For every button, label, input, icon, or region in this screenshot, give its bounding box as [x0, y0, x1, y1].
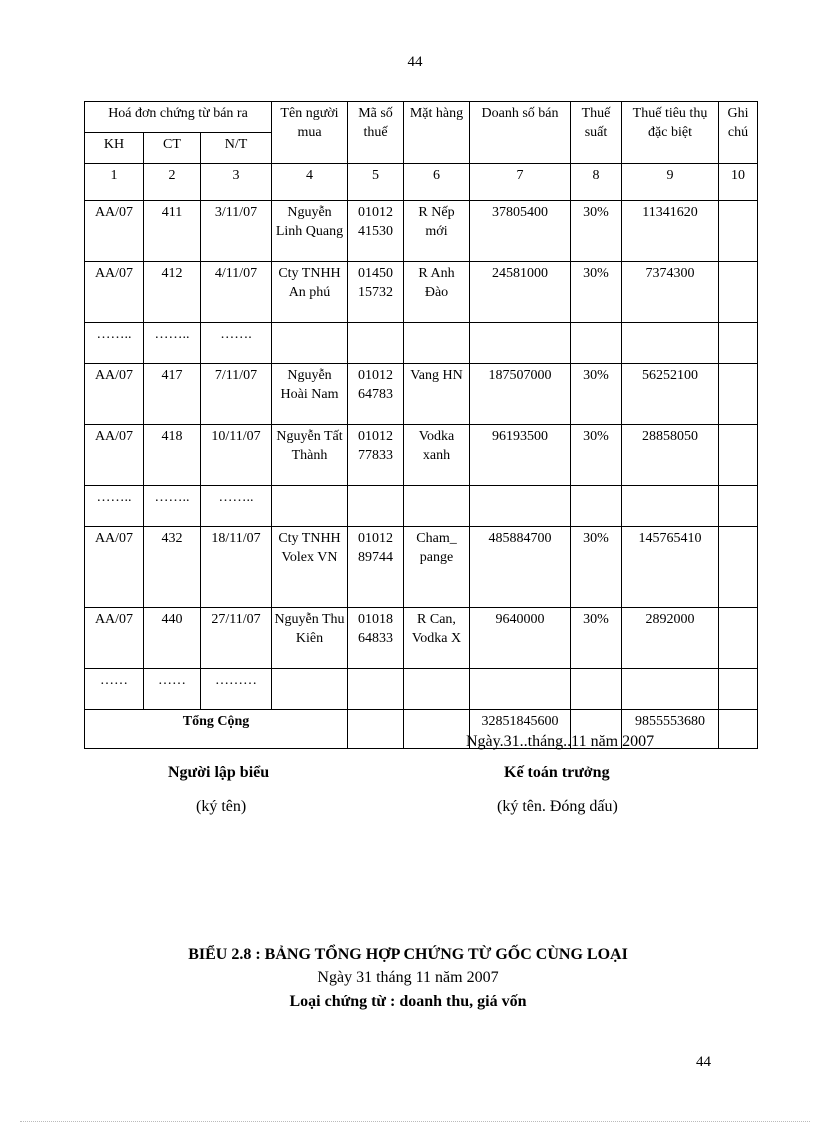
header-tax-code: Mã số thuế — [348, 102, 404, 164]
cell-revenue: 187507000 — [470, 364, 571, 425]
form-document-type: Loại chứng từ : doanh thu, giá vốn — [289, 993, 527, 1010]
cell-tax-code: 01012 41530 — [348, 201, 404, 262]
cell-item — [404, 486, 470, 527]
cell-kh: AA/07 — [85, 201, 144, 262]
cell-note — [719, 669, 758, 710]
cell-nt: 27/11/07 — [201, 608, 272, 669]
header-excise-tax: Thuế tiêu thụ đặc biệt — [622, 102, 719, 164]
cell-tax: 145765410 — [622, 527, 719, 608]
header-buyer: Tên người mua — [272, 102, 348, 164]
index-cell: 9 — [622, 164, 719, 201]
cell-tax: 56252100 — [622, 364, 719, 425]
cell-kh: …….. — [85, 486, 144, 527]
page-bottom-rule — [20, 1121, 810, 1122]
cell-kh: AA/07 — [85, 364, 144, 425]
cell-ct: 412 — [144, 262, 201, 323]
index-cell: 3 — [201, 164, 272, 201]
total-empty-cell — [348, 710, 404, 749]
cell-kh: …….. — [85, 323, 144, 364]
cell-item: R Can, Vodka X — [404, 608, 470, 669]
cell-nt: 3/11/07 — [201, 201, 272, 262]
cell-note — [719, 527, 758, 608]
cell-ct: 440 — [144, 608, 201, 669]
preparer-sign-note: (ký tên) — [196, 798, 247, 815]
cell-nt: ……. — [201, 323, 272, 364]
cell-ct: 417 — [144, 364, 201, 425]
cell-tax-code: 01450 15732 — [348, 262, 404, 323]
cell-item: Vodka xanh — [404, 425, 470, 486]
cell-tax-code — [348, 323, 404, 364]
index-cell: 4 — [272, 164, 348, 201]
cell-ct: …….. — [144, 323, 201, 364]
cell-rate: 30% — [571, 527, 622, 608]
chief-accountant-title: Kế toán trưởng — [504, 764, 610, 781]
table-row — [85, 608, 758, 669]
total-empty-cell — [404, 710, 470, 749]
cell-buyer — [272, 486, 348, 527]
cell-note — [719, 364, 758, 425]
cell-rate: 30% — [571, 364, 622, 425]
cell-item: Vang HN — [404, 364, 470, 425]
cell-revenue — [470, 323, 571, 364]
table-row — [85, 323, 758, 364]
cell-nt: ……… — [201, 669, 272, 710]
cell-tax: 28858050 — [622, 425, 719, 486]
cell-revenue: 485884700 — [470, 527, 571, 608]
index-cell: 2 — [144, 164, 201, 201]
cell-tax — [622, 486, 719, 527]
cell-note — [719, 201, 758, 262]
table-row — [85, 364, 758, 425]
cell-tax-code: 01012 64783 — [348, 364, 404, 425]
header-ct: CT — [144, 133, 201, 164]
cell-note — [719, 262, 758, 323]
header-note: Ghi chú — [719, 102, 758, 164]
table-row — [85, 527, 758, 608]
cell-rate: 30% — [571, 608, 622, 669]
cell-rate: 30% — [571, 425, 622, 486]
table-row — [85, 669, 758, 710]
cell-note — [719, 608, 758, 669]
index-cell: 1 — [85, 164, 144, 201]
index-cell: 7 — [470, 164, 571, 201]
cell-rate: 30% — [571, 201, 622, 262]
preparer-title: Người lập biểu — [168, 764, 270, 781]
cell-buyer — [272, 323, 348, 364]
header-revenue: Doanh số bán — [470, 102, 571, 164]
index-row — [85, 164, 758, 201]
cell-note — [719, 425, 758, 486]
total-empty-cell — [719, 710, 758, 749]
cell-ct: 432 — [144, 527, 201, 608]
cell-ct: 411 — [144, 201, 201, 262]
cell-tax-code: 01012 89744 — [348, 527, 404, 608]
cell-buyer: Nguyễn Thu Kiên — [272, 608, 348, 669]
cell-revenue: 24581000 — [470, 262, 571, 323]
cell-buyer: Cty TNHH Volex VN — [272, 527, 348, 608]
index-cell: 5 — [348, 164, 404, 201]
cell-tax: 2892000 — [622, 608, 719, 669]
cell-nt: 10/11/07 — [201, 425, 272, 486]
chief-accountant-sign-note: (ký tên. Đóng dấu) — [497, 798, 618, 815]
cell-buyer: Nguyễn Tất Thành — [272, 425, 348, 486]
cell-buyer: Cty TNHH An phú — [272, 262, 348, 323]
cell-kh: …… — [85, 669, 144, 710]
header-nt: N/T — [201, 133, 272, 164]
index-cell: 10 — [719, 164, 758, 201]
cell-rate: 30% — [571, 262, 622, 323]
header-tax-rate: Thuế suất — [571, 102, 622, 164]
cell-revenue: 37805400 — [470, 201, 571, 262]
form-date: Ngày 31 tháng 11 năm 2007 — [317, 969, 499, 986]
cell-kh: AA/07 — [85, 262, 144, 323]
cell-tax: 7374300 — [622, 262, 719, 323]
cell-buyer — [272, 669, 348, 710]
cell-nt: …….. — [201, 486, 272, 527]
table-row — [85, 201, 758, 262]
index-cell: 8 — [571, 164, 622, 201]
page-number-top: 44 — [407, 54, 423, 70]
cell-tax-code — [348, 669, 404, 710]
table-row — [85, 486, 758, 527]
cell-rate — [571, 669, 622, 710]
cell-item — [404, 669, 470, 710]
cell-kh: AA/07 — [85, 425, 144, 486]
cell-tax — [622, 669, 719, 710]
index-cell: 6 — [404, 164, 470, 201]
cell-rate — [571, 323, 622, 364]
signing-date: Ngày.31..tháng..11 năm 2007 — [466, 733, 655, 750]
page-number-bottom: 44 — [696, 1054, 711, 1070]
summary-table — [84, 101, 758, 749]
cell-nt: 7/11/07 — [201, 364, 272, 425]
header-item: Mặt hàng — [404, 102, 470, 164]
table-row — [85, 425, 758, 486]
cell-revenue: 9640000 — [470, 608, 571, 669]
cell-kh: AA/07 — [85, 527, 144, 608]
cell-tax-code: 01012 77833 — [348, 425, 404, 486]
total-tax: 9855553680 — [622, 710, 719, 749]
cell-rate — [571, 486, 622, 527]
cell-tax — [622, 323, 719, 364]
header-kh: KH — [85, 133, 144, 164]
cell-nt: 4/11/07 — [201, 262, 272, 323]
cell-revenue — [470, 486, 571, 527]
cell-note — [719, 486, 758, 527]
cell-tax-code: 01018 64833 — [348, 608, 404, 669]
total-row — [85, 710, 758, 749]
cell-item: Cham_ pange — [404, 527, 470, 608]
cell-tax: 11341620 — [622, 201, 719, 262]
cell-kh: AA/07 — [85, 608, 144, 669]
cell-buyer: Nguyễn Hoài Nam — [272, 364, 348, 425]
form-title: BIỂU 2.8 : BẢNG TỔNG HỢP CHỨNG TỪ GỐC CÙNG LOẠI — [188, 946, 628, 963]
cell-ct: 418 — [144, 425, 201, 486]
table-row — [85, 262, 758, 323]
cell-revenue — [470, 669, 571, 710]
header-row — [85, 102, 758, 133]
cell-item — [404, 323, 470, 364]
cell-tax-code — [348, 486, 404, 527]
cell-note — [719, 323, 758, 364]
header-invoice-group: Hoá đơn chứng từ bán ra — [85, 102, 272, 133]
cell-item: R Nếp mới — [404, 201, 470, 262]
total-revenue: 32851845600 — [470, 710, 571, 749]
total-label: Tổng Cộng — [85, 710, 348, 749]
cell-ct: …….. — [144, 486, 201, 527]
cell-ct: …… — [144, 669, 201, 710]
cell-nt: 18/11/07 — [201, 527, 272, 608]
cell-revenue: 96193500 — [470, 425, 571, 486]
cell-buyer: Nguyễn Linh Quang — [272, 201, 348, 262]
cell-item: R Anh Đào — [404, 262, 470, 323]
